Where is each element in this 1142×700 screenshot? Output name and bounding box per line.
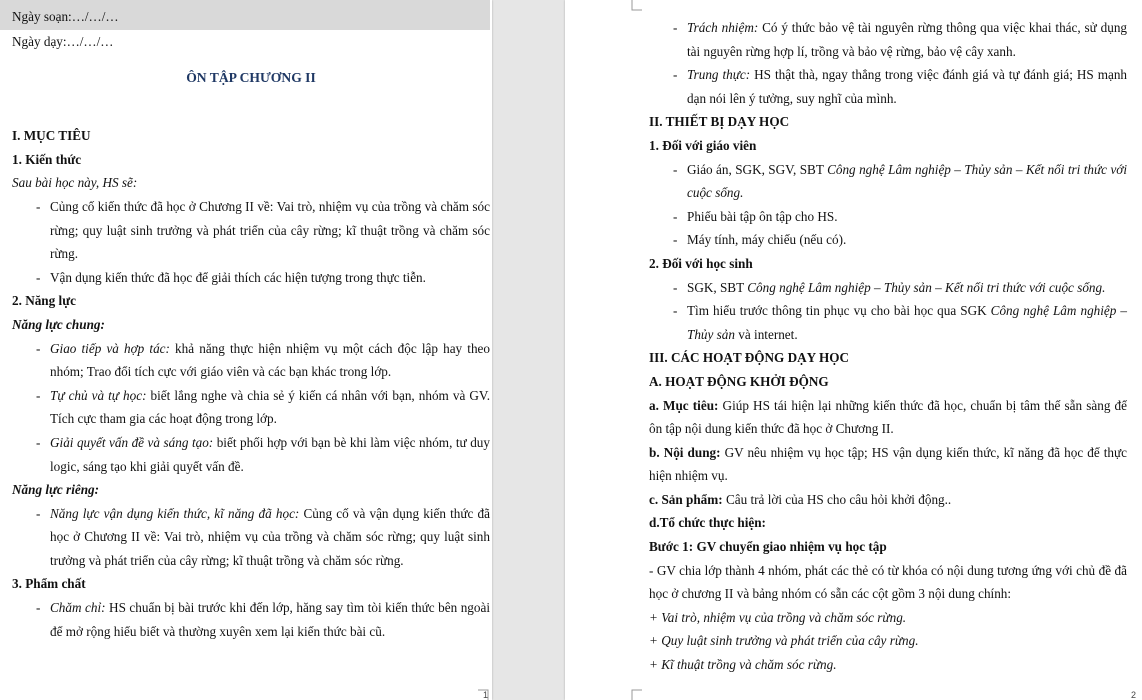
list-item-text: Vận dụng kiến thức đã học để giải thích các hiện tượng trong thực tiễn. xyxy=(50,269,426,285)
bullet-dash: - xyxy=(673,303,678,319)
bullet-dash: - xyxy=(36,269,41,285)
list-item: + Kĩ thuật trồng và chăm sóc rừng. xyxy=(649,657,837,673)
list-item xyxy=(649,276,1127,300)
list-item-text: Củng cố kiến thức đã học ở Chương II về: Vai trò, nhiệm vụ của trồng và chăm sóc rừng; quy luật sinh trưởng và phát triển của cây rừng; kĩ thuật trồng và chăm sóc rừng. xyxy=(50,198,490,262)
step-heading: Bước 1: GV chuyển giao nhiệm vụ học tập xyxy=(649,539,887,555)
list-item-text: SGK, SBT xyxy=(687,279,748,295)
document-page-1 xyxy=(0,0,492,700)
date-taught: Ngày dạy:…/…/… xyxy=(12,34,114,49)
subsection-label: Năng lực chung: xyxy=(12,316,105,332)
intro-text: Sau bài học này, HS sẽ: xyxy=(12,175,138,191)
bullet-dash: - xyxy=(36,434,41,450)
list-item-text: Phiếu bài tập ôn tập cho HS. xyxy=(687,208,838,224)
paragraph-text: - GV chia lớp thành 4 nhóm, phát các thẻ có từ khóa có nội dung tương ứng với chủ đề đã học ở chương II và bảng nhóm có sẵn các cột gồm 3 nội dung chính: xyxy=(649,562,1127,602)
list-item-text: biết phối hợp với bạn bè khi làm việc nhóm, tư duy logic, sáng tạo khi giải quyết vấn đề. xyxy=(50,434,490,474)
list-item-text: Có ý thức bảo vệ tài nguyên rừng thông qua việc khai thác, sử dụng tài nguyên rừng hợp lí, trồng và bảo vệ rừng, bảo vệ cây xanh. xyxy=(687,20,1128,59)
list-item xyxy=(12,502,490,573)
list-item xyxy=(649,63,1127,110)
section-heading: I. MỤC TIÊU xyxy=(12,128,91,144)
paragraph-text: Giúp HS tái hiện lại những kiến thức đã học, chuẩn bị tâm thế sẵn sàng để ôn tập nội dung kiến thức đã học ở Chương II. xyxy=(649,397,1127,437)
list-item-text: Củng cố và vận dụng kiến thức đã học ở Chương II về: Vai trò, nhiệm vụ của trồng và chăm sóc rừng; quy luật sinh trưởng và phát triển của cây rừng; kĩ thuật trồng và chăm sóc rừng. xyxy=(50,505,490,568)
paragraph-label: b. Nội dung: xyxy=(649,444,721,460)
paragraph xyxy=(649,394,1127,441)
bullet-dash: - xyxy=(36,387,41,403)
document-title: ÔN TẬP CHƯƠNG II xyxy=(186,69,316,85)
list-item-text: khả năng thực hiện nhiệm vụ một cách độc lập hay theo nhóm; Trao đổi tích cực với giáo viên và các bạn khác trong lớp. xyxy=(50,340,490,380)
paragraph-text: GV nêu nhiệm vụ học tập; HS vận dụng kiến thức, kĩ năng đã học để thực hiện nhiệm vụ. xyxy=(649,444,1127,484)
page-number: 1 xyxy=(483,690,489,700)
list-item xyxy=(12,384,490,431)
bullet-dash: - xyxy=(673,279,678,295)
paragraph-label: c. Sản phẩm: xyxy=(649,491,723,507)
list-item-label: Giải quyết vấn đề và sáng tạo: xyxy=(50,434,214,450)
book-title: Công nghệ Lâm nghiệp – Thủy sản – Kết nối tri thức với cuộc sống. xyxy=(687,161,1128,201)
document-page-2 xyxy=(565,0,1142,700)
section-heading: II. THIẾT BỊ DẠY HỌC xyxy=(649,114,790,130)
list-item-text: Tìm hiểu trước thông tin phục vụ cho bài học qua SGK xyxy=(687,303,991,319)
subsection-heading: 1. Kiến thức xyxy=(12,151,82,167)
list-item-text: Giáo án, SGK, SGV, SBT xyxy=(687,161,828,177)
page-corner-mark xyxy=(628,686,642,700)
subsection-heading: 2. Đối với học sinh xyxy=(649,255,753,271)
list-item xyxy=(649,205,1127,229)
page-corner-mark xyxy=(628,0,642,14)
page-number: 2 xyxy=(1131,690,1137,700)
list-item-label: Chăm chỉ: xyxy=(50,600,106,616)
list-item xyxy=(649,299,1127,346)
list-item xyxy=(649,228,1127,252)
list-item xyxy=(12,337,490,384)
list-item xyxy=(649,158,1127,205)
bullet-dash: - xyxy=(673,208,678,224)
book-title: Công nghệ Lâm nghiệp – Thủy sản – Kết nối tri thức với cuộc sống. xyxy=(747,279,1106,295)
list-item: + Vai trò, nhiệm vụ của trồng và chăm sóc rừng. xyxy=(649,609,907,625)
list-item-text: HS thật thà, ngay thẳng trong việc đánh giá và tự đánh giá; HS mạnh dạn nói lên ý tưởng, suy nghĩ của mình. xyxy=(687,67,1128,106)
list-item: + Quy luật sinh trưởng và phát triển của cây rừng. xyxy=(649,633,919,649)
subsection-heading: 1. Đối với giáo viên xyxy=(649,137,757,153)
list-item-text: và internet. xyxy=(735,326,798,342)
bullet-dash: - xyxy=(36,340,41,356)
bullet-dash: - xyxy=(36,600,41,616)
list-item-text: HS chuẩn bị bài trước khi đến lớp, hăng say tìm tòi kiến thức bên ngoài để mở rộng hiểu biết và thường xuyên xem lại kiến thức bài cũ. xyxy=(50,600,490,639)
list-item-label: Trung thực: xyxy=(687,67,751,83)
list-item-label: Tự chủ và tự học: xyxy=(50,387,147,403)
list-item-label: Trách nhiệm: xyxy=(687,20,759,35)
list-item xyxy=(649,16,1127,63)
paragraph xyxy=(649,441,1127,488)
list-item-text: Máy tính, máy chiếu (nếu có). xyxy=(687,232,847,248)
bullet-dash: - xyxy=(36,505,41,521)
list-item xyxy=(12,266,490,290)
list-item-label: Năng lực vận dụng kiến thức, kĩ năng đã học: xyxy=(50,505,300,521)
list-item xyxy=(12,596,490,643)
bullet-dash: - xyxy=(673,67,678,83)
list-item-text: biết lắng nghe và chia sẻ ý kiến cá nhân với bạn, nhóm và GV. Tích cực tham gia các hoạt động trong lớp. xyxy=(50,387,490,427)
bullet-dash: - xyxy=(673,20,678,35)
bullet-dash: - xyxy=(673,232,678,248)
book-title: Công nghệ Lâm nghiệp – Thủy sản xyxy=(687,303,1128,342)
subsection-heading: A. HOẠT ĐỘNG KHỞI ĐỘNG xyxy=(649,373,829,389)
list-item xyxy=(12,431,490,478)
date-prepared: Ngày soạn:…/…/… xyxy=(0,0,490,30)
subsection-label: Năng lực riêng: xyxy=(12,482,100,498)
page-gap xyxy=(492,0,565,700)
bullet-dash: - xyxy=(673,161,678,177)
list-item xyxy=(12,195,490,266)
paragraph-label: a. Mục tiêu: xyxy=(649,397,719,413)
list-item-label: Giao tiếp và hợp tác: xyxy=(50,340,170,356)
paragraph-text: Câu trả lời của HS cho câu hỏi khởi động.. xyxy=(722,491,952,507)
subsection-heading: 2. Năng lực xyxy=(12,293,76,309)
subsection-heading: 3. Phẩm chất xyxy=(12,576,86,592)
section-heading: III. CÁC HOẠT ĐỘNG DẠY HỌC xyxy=(649,350,850,366)
subsection-heading: d.Tổ chức thực hiện: xyxy=(649,515,766,531)
bullet-dash: - xyxy=(36,198,41,214)
paragraph xyxy=(649,488,1127,512)
